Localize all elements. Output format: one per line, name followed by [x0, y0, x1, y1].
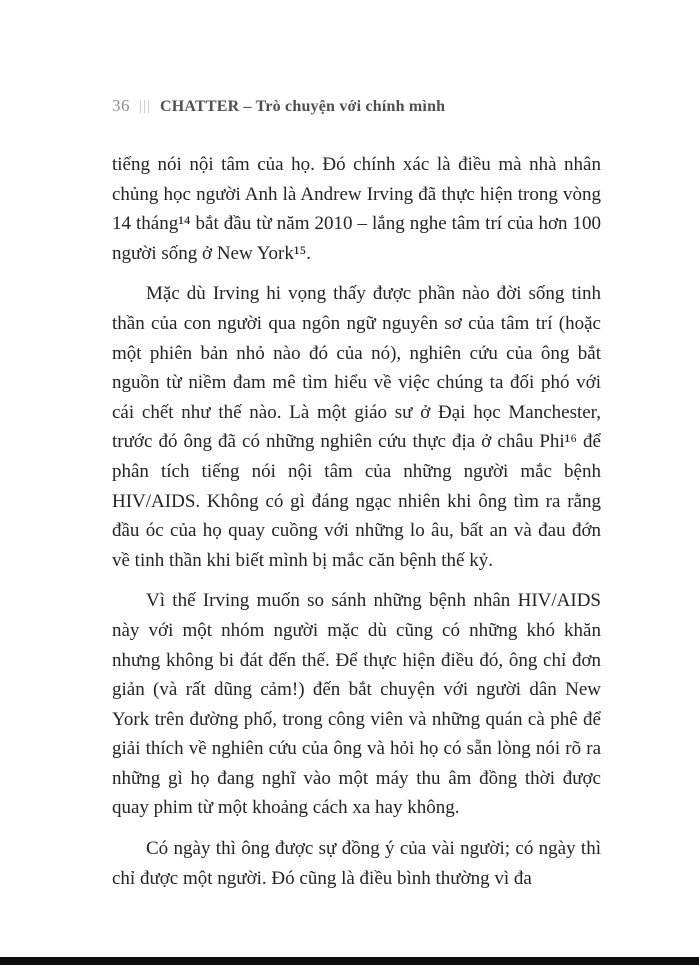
page-number: 36: [112, 96, 130, 115]
page-body: [112, 150, 601, 904]
paragraph: Có ngày thì ông được sự đồng ý của vài người; có ngày thì chỉ được một người. Đó cũng là điều bình thường vì đa: [112, 838, 601, 889]
page-header: [112, 96, 601, 116]
paragraph: Vì thế Irving muốn so sánh những bệnh nhân HIV/AIDS này với một nhóm người mặc dù cũng có những khó khăn nhưng không bi đát đến thế. Để thực hiện điều đó, ông chỉ đơn giản (và rất dũng cảm!) đến bắt chuyện với người dân New York trên đường phố, trong công viên và những quán cà phê để giải thích về nghiên cứu của ông và hỏi họ có sẵn lòng nói rõ ra những gì họ đang nghĩ vào một máy thu âm đồng thời được quay phim từ một khoảng cách xa hay không.: [112, 590, 601, 819]
bottom-black-bar: [0, 957, 699, 965]
paragraph: Mặc dù Irving hi vọng thấy được phần nào đời sống tinh thần của con người qua ngôn ngữ nguyên sơ của tâm trí (hoặc một phiên bản nhỏ nào đó của nó), nghiên cứu của ông bắt nguồn từ niềm đam mê tìm hiểu về việc chúng ta đối phó với cái chết như thế nào. Là một giáo sư ở Đại học Manchester, trước đó ông đã có những nghiên cứu thực địa ở châu Phi¹⁶ để phân tích tiếng nói nội tâm của những người mắc bệnh HIV/AIDS. Không có gì đáng ngạc nhiên khi ông tìm ra rằng đầu óc của họ quay cuồng với những lo âu, bất an và đau đớn về tinh thần khi biết mình bị mắc căn bệnh thế kỷ.: [112, 283, 601, 571]
header-separator-icon: |||: [139, 98, 152, 114]
paragraph: tiếng nói nội tâm của họ. Đó chính xác là điều mà nhà nhân chủng học người Anh là Andrew Irving đã thực hiện trong vòng 14 tháng¹⁴ bắt đầu từ năm 2010 – lắng nghe tâm trí của hơn 100 người sống ở New York¹⁵.: [112, 154, 601, 264]
running-title: CHATTER – Trò chuyện với chính mình: [160, 98, 446, 115]
